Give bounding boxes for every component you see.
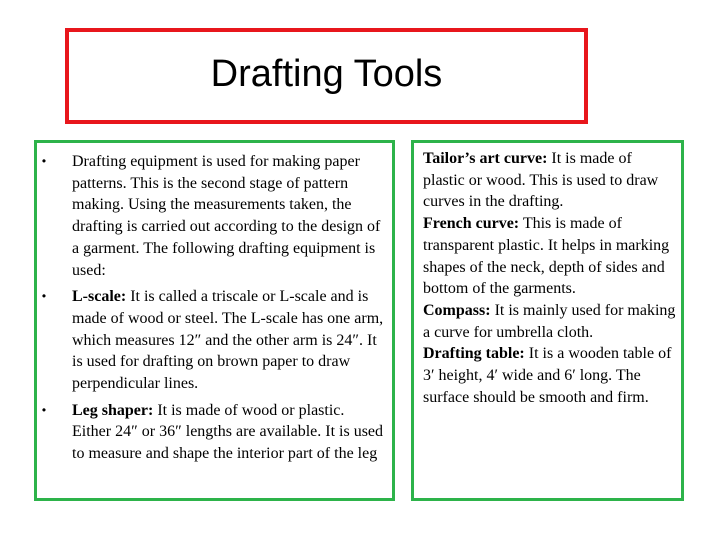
list-item [37,400,392,465]
definition-term: French curve: [423,215,520,233]
list-item [37,286,392,395]
definition-paragraph [423,300,677,343]
definition-paragraph [423,213,677,300]
definition-text: It is made of plastic or wood. This is used to draw curves in the drafting. [423,150,659,211]
bullet-icon: • [41,402,47,417]
item-term: L-scale: [72,288,127,306]
slide-title: Drafting Tools [210,52,443,95]
definition-term: Drafting table: [423,345,525,363]
definition-text: It is a wooden table of 3′ height, 4′ wide and 6′ long. The surface should be smooth and firm. [423,345,672,406]
bullet-icon: • [41,154,47,168]
item-term: Leg shaper: [72,401,154,419]
bullet-list [37,151,392,470]
definition-text: It is mainly used for making a curve for umbrella cloth. [423,301,676,341]
definition-paragraph [423,148,677,213]
title-box [65,28,588,124]
definition-paragraph [423,343,677,408]
definition-term: Tailor’s art curve: [423,150,548,167]
definition-text: This is made of transparent plastic. It helps in marking shapes of the neck, depth of sides and bottom of the garments. [423,215,670,298]
item-text: It is called a triscale or L-scale and is made of wood or steel. The L-scale has one arm, which measures 12″ and the other arm is 24″. It is used for drafting on brown paper to draw perpendicular lines. [72,288,384,393]
left-content-box [34,140,395,501]
item-text: It is made of wood or plastic. Either 24″ or 36″ lengths are available. It is used to measure and shape the interior part of the leg [72,401,384,463]
bullet-icon: • [41,289,47,304]
list-item [37,151,392,281]
item-text: Drafting equipment is used for making paper patterns. This is the second stage of pattern making. Using the measurements taken, the drafting is carried out according to the design of a garment. The following drafting equipment is used: [72,153,381,279]
definition-term: Compass: [423,301,491,319]
definitions [423,148,677,408]
right-content-box [411,140,684,501]
